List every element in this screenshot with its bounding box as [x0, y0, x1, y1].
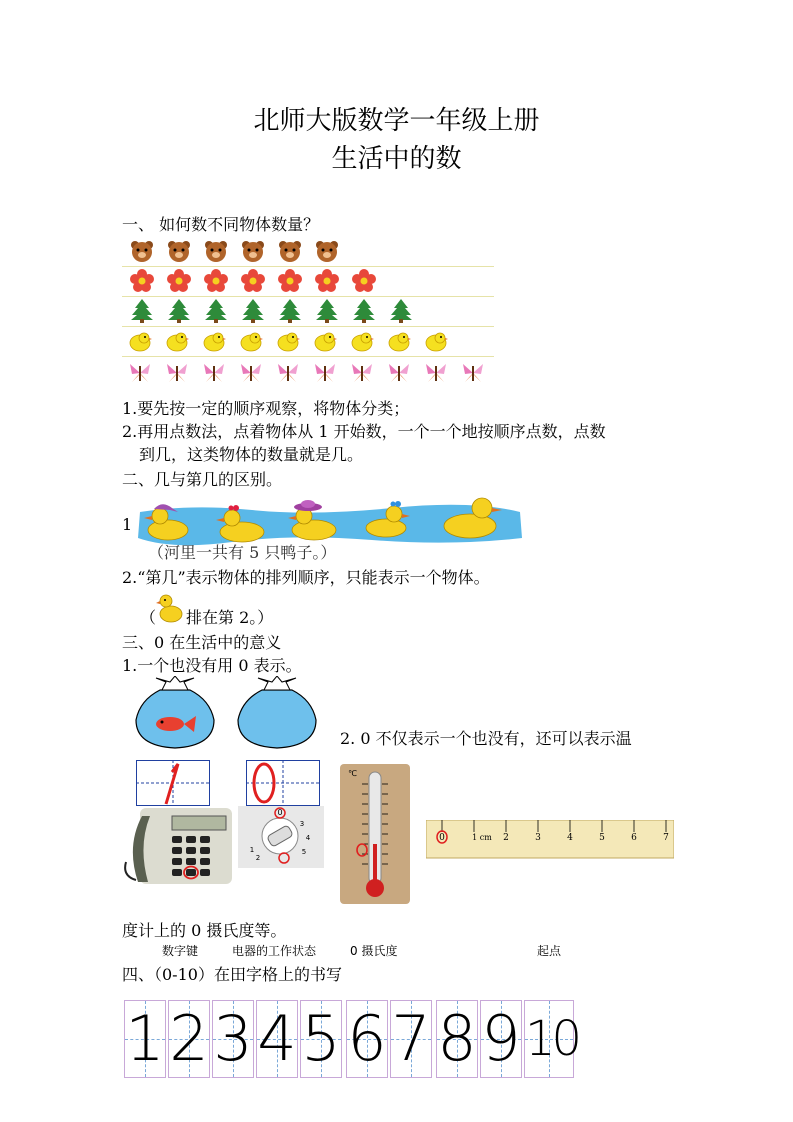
flower-icon	[241, 269, 265, 293]
chick-row	[122, 326, 494, 357]
digit-glyph: 4	[257, 1002, 297, 1075]
ruler-unit-label: 1 cm	[472, 833, 492, 842]
butterfly-icon	[128, 361, 152, 385]
tianzige-cell	[390, 1000, 432, 1078]
section-4-heading: 四、（0-10）在田字格上的书写	[122, 965, 342, 984]
digit-glyph: 9	[481, 1002, 521, 1075]
butterfly-icon	[387, 361, 411, 385]
bear-icon	[241, 239, 265, 263]
tianzige-cell	[124, 1000, 166, 1078]
dial-number-3: 3	[299, 820, 305, 828]
duckling-icon	[156, 590, 184, 624]
tree-icon	[278, 299, 302, 323]
butterfly-icon	[461, 361, 485, 385]
flower-icon	[167, 269, 191, 293]
s2-point-3-rest: 排在第 2。）	[186, 608, 274, 627]
butterfly-icon	[202, 361, 226, 385]
chick-icon	[350, 329, 374, 353]
chick-icon	[387, 329, 411, 353]
caption-start-point: 起点	[537, 944, 562, 958]
caption-keypad: 数字键	[162, 944, 199, 958]
bear-icon	[278, 239, 302, 263]
flower-row	[122, 266, 494, 297]
section-1-heading: 一、 如何数不同物体数量？	[122, 215, 320, 234]
ruler-number: 2	[503, 833, 509, 843]
fishbowl-with-fish-illustration	[130, 676, 220, 752]
fish-icon	[156, 717, 184, 731]
s2-point-3-open: （	[140, 608, 157, 627]
s3-point-2-cont: 度计上的 0 摄氏度等。	[122, 921, 287, 940]
dial-number-5: 5	[301, 848, 307, 856]
butterfly-icon	[313, 361, 337, 385]
flower-icon	[352, 269, 376, 293]
tianzige-cell	[346, 1000, 388, 1078]
flower-icon	[130, 269, 154, 293]
bear-icon	[204, 239, 228, 263]
ducks-in-river-illustration	[132, 494, 526, 550]
tree-icon	[315, 299, 339, 323]
s1-point-2-cont: 到几，这类物体的数量就是几。	[139, 445, 364, 464]
caption-zero-celsius: 0 摄氏度	[350, 944, 398, 958]
tree-icon	[167, 299, 191, 323]
s2-point-1-text: （河里一共有 5 只鸭子。）	[148, 543, 337, 562]
chick-icon	[165, 329, 189, 353]
butterfly-icon	[276, 361, 300, 385]
digit-glyph: 10	[525, 1011, 579, 1067]
s3-point-1: 1.一个也没有用 0 表示。	[122, 656, 302, 675]
chick-icon	[128, 329, 152, 353]
empty-fishbowl-illustration	[232, 676, 322, 752]
telephone-keypad-illustration	[122, 806, 234, 888]
dial-number-1: 1	[249, 846, 255, 854]
butterfly-icon	[165, 361, 189, 385]
thermometer-illustration	[340, 764, 410, 904]
dial-number-0: 0	[277, 808, 283, 817]
s2-point-2: 2.“第几”表示物体的排列顺序，只能表示一个物体。	[122, 568, 490, 587]
digit-glyph: 6	[347, 1002, 387, 1075]
flower-icon	[204, 269, 228, 293]
bear-icon	[167, 239, 191, 263]
appliance-dial-illustration	[238, 806, 324, 868]
writing-box-zero	[246, 760, 320, 806]
ruler-number: 4	[567, 833, 573, 843]
ruler-number: 7	[663, 833, 669, 843]
page-subtitle: 生活中的数	[331, 144, 462, 174]
bear-row	[122, 236, 494, 267]
chick-icon	[276, 329, 300, 353]
caption-appliance: 电器的工作状态	[232, 944, 317, 958]
s2-point-1-number: 1	[122, 515, 133, 534]
tree-icon	[241, 299, 265, 323]
page-title: 北师大版数学一年级上册	[253, 106, 540, 136]
tree-icon	[130, 299, 154, 323]
bear-icon	[130, 239, 154, 263]
bear-icon	[315, 239, 339, 263]
digit-glyph: 5	[301, 1002, 341, 1075]
ruler-illustration	[426, 820, 674, 860]
s1-point-1: 1.要先按一定的顺序观察，将物体分类；	[122, 399, 410, 418]
thermometer-unit: ℃	[348, 769, 357, 778]
butterfly-icon	[424, 361, 448, 385]
writing-box-one	[136, 760, 210, 806]
flower-icon	[278, 269, 302, 293]
ruler-number: 6	[631, 833, 637, 843]
tianzige-cell	[436, 1000, 478, 1078]
section-3-heading: 三、0 在生活中的意义	[122, 633, 282, 652]
ruler-number: 0	[439, 833, 445, 843]
dial-number-4: 4	[305, 834, 311, 842]
digit-glyph: 7	[391, 1002, 431, 1075]
chick-icon	[313, 329, 337, 353]
butterfly-row	[122, 358, 494, 388]
chick-icon	[424, 329, 448, 353]
butterfly-icon	[239, 361, 263, 385]
tianzige-cell	[168, 1000, 210, 1078]
ruler-number: 5	[599, 833, 605, 843]
tianzige-cell	[212, 1000, 254, 1078]
digit-glyph: 2	[169, 1002, 209, 1075]
butterfly-icon	[350, 361, 374, 385]
dial-number-2: 2	[255, 854, 261, 862]
tianzige-cell	[256, 1000, 298, 1078]
section-2-heading: 二、几与第几的区别。	[122, 470, 283, 489]
digit-glyph: 8	[437, 1002, 477, 1075]
chick-icon	[239, 329, 263, 353]
ruler-number: 3	[535, 833, 541, 843]
tree-icon	[204, 299, 228, 323]
chick-icon	[202, 329, 226, 353]
tree-icon	[389, 299, 413, 323]
flower-icon	[315, 269, 339, 293]
tree-icon	[352, 299, 376, 323]
tianzige-cell	[300, 1000, 342, 1078]
s1-point-2: 2.再用点数法，点着物体从 1 开始数，一个一个地按顺序点数，点数	[122, 422, 606, 441]
s3-point-2: 2. 0 不仅表示一个也没有，还可以表示温	[340, 729, 632, 748]
digit-glyph: 3	[213, 1002, 253, 1075]
tree-row	[122, 296, 494, 327]
tianzige-cell	[480, 1000, 522, 1078]
tianzige-cell	[524, 1000, 579, 1078]
digit-glyph: 1	[125, 1002, 165, 1075]
